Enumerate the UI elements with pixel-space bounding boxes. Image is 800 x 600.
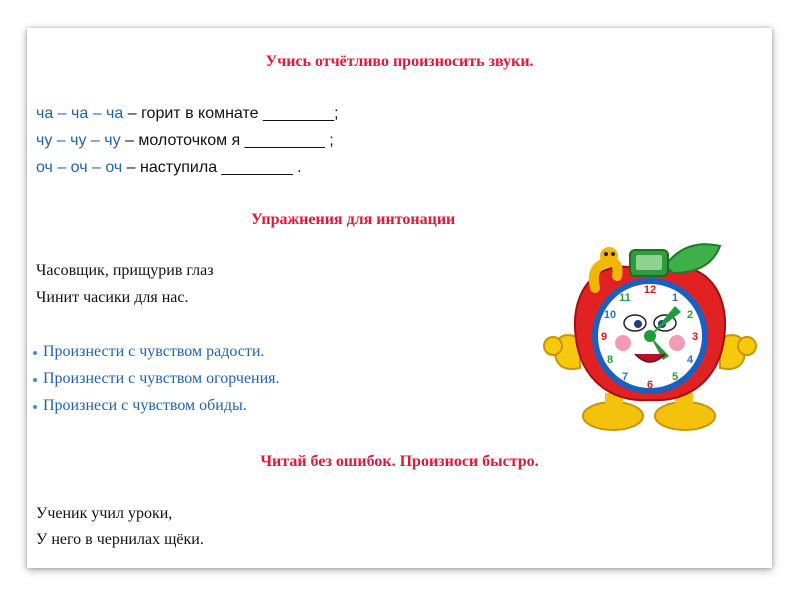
phrase-2: – молоточком я _________ ; [120, 132, 334, 149]
cartoon-clock-icon [535, 228, 765, 438]
bullet-item-1: Произнести с чувством радости. [43, 343, 265, 360]
syllables-2: чу – чу – чу [36, 132, 121, 149]
verse2-line-2: У него в чернилах щёки. [36, 531, 204, 548]
clock-number: 3 [691, 331, 699, 343]
tongue-twister-line-2 [36, 131, 334, 151]
phrase-1: – горит в комнате ________; [123, 105, 339, 122]
bullet-icon [33, 405, 37, 409]
syllables-1: ча – ча – ча [36, 105, 124, 122]
clock-number: 4 [686, 354, 694, 366]
tongue-twister-line-3 [36, 158, 302, 178]
bullet-icon [33, 351, 37, 355]
clock-number: 9 [600, 331, 608, 343]
slide-card [27, 28, 772, 568]
clock-number: 8 [606, 354, 614, 366]
clock-number: 7 [621, 371, 629, 383]
verse1-line-2: Чинит часики для нас. [36, 289, 189, 306]
heading-read-fast: Читай без ошибок. Произноси быстро. [260, 453, 539, 470]
heading-pronounce: Учись отчётливо произносить звуки. [265, 53, 534, 70]
heading-intonation: Упражнения для интонации [251, 211, 456, 228]
clock-number: 2 [686, 309, 694, 321]
bullet-icon [33, 378, 37, 382]
syllables-3: оч – оч – оч [36, 159, 123, 176]
verse2-line-1: Ученик учил уроки, [36, 505, 173, 522]
clock-number: 10 [603, 309, 617, 321]
bullet-item-2: Произнести с чувством огорчения. [43, 370, 280, 387]
verse1-line-1: Часовщик, прищурив глаз [36, 262, 214, 279]
clock-number: 1 [671, 292, 679, 304]
clock-number: 12 [643, 284, 657, 296]
tongue-twister-line-1 [36, 104, 339, 124]
clock-number: 5 [671, 371, 679, 383]
clock-number: 6 [646, 379, 654, 391]
clock-number: 11 [619, 292, 631, 304]
bullet-item-3: Произнеси с чувством обиды. [43, 397, 247, 414]
phrase-3: – наступила ________ . [122, 159, 302, 176]
